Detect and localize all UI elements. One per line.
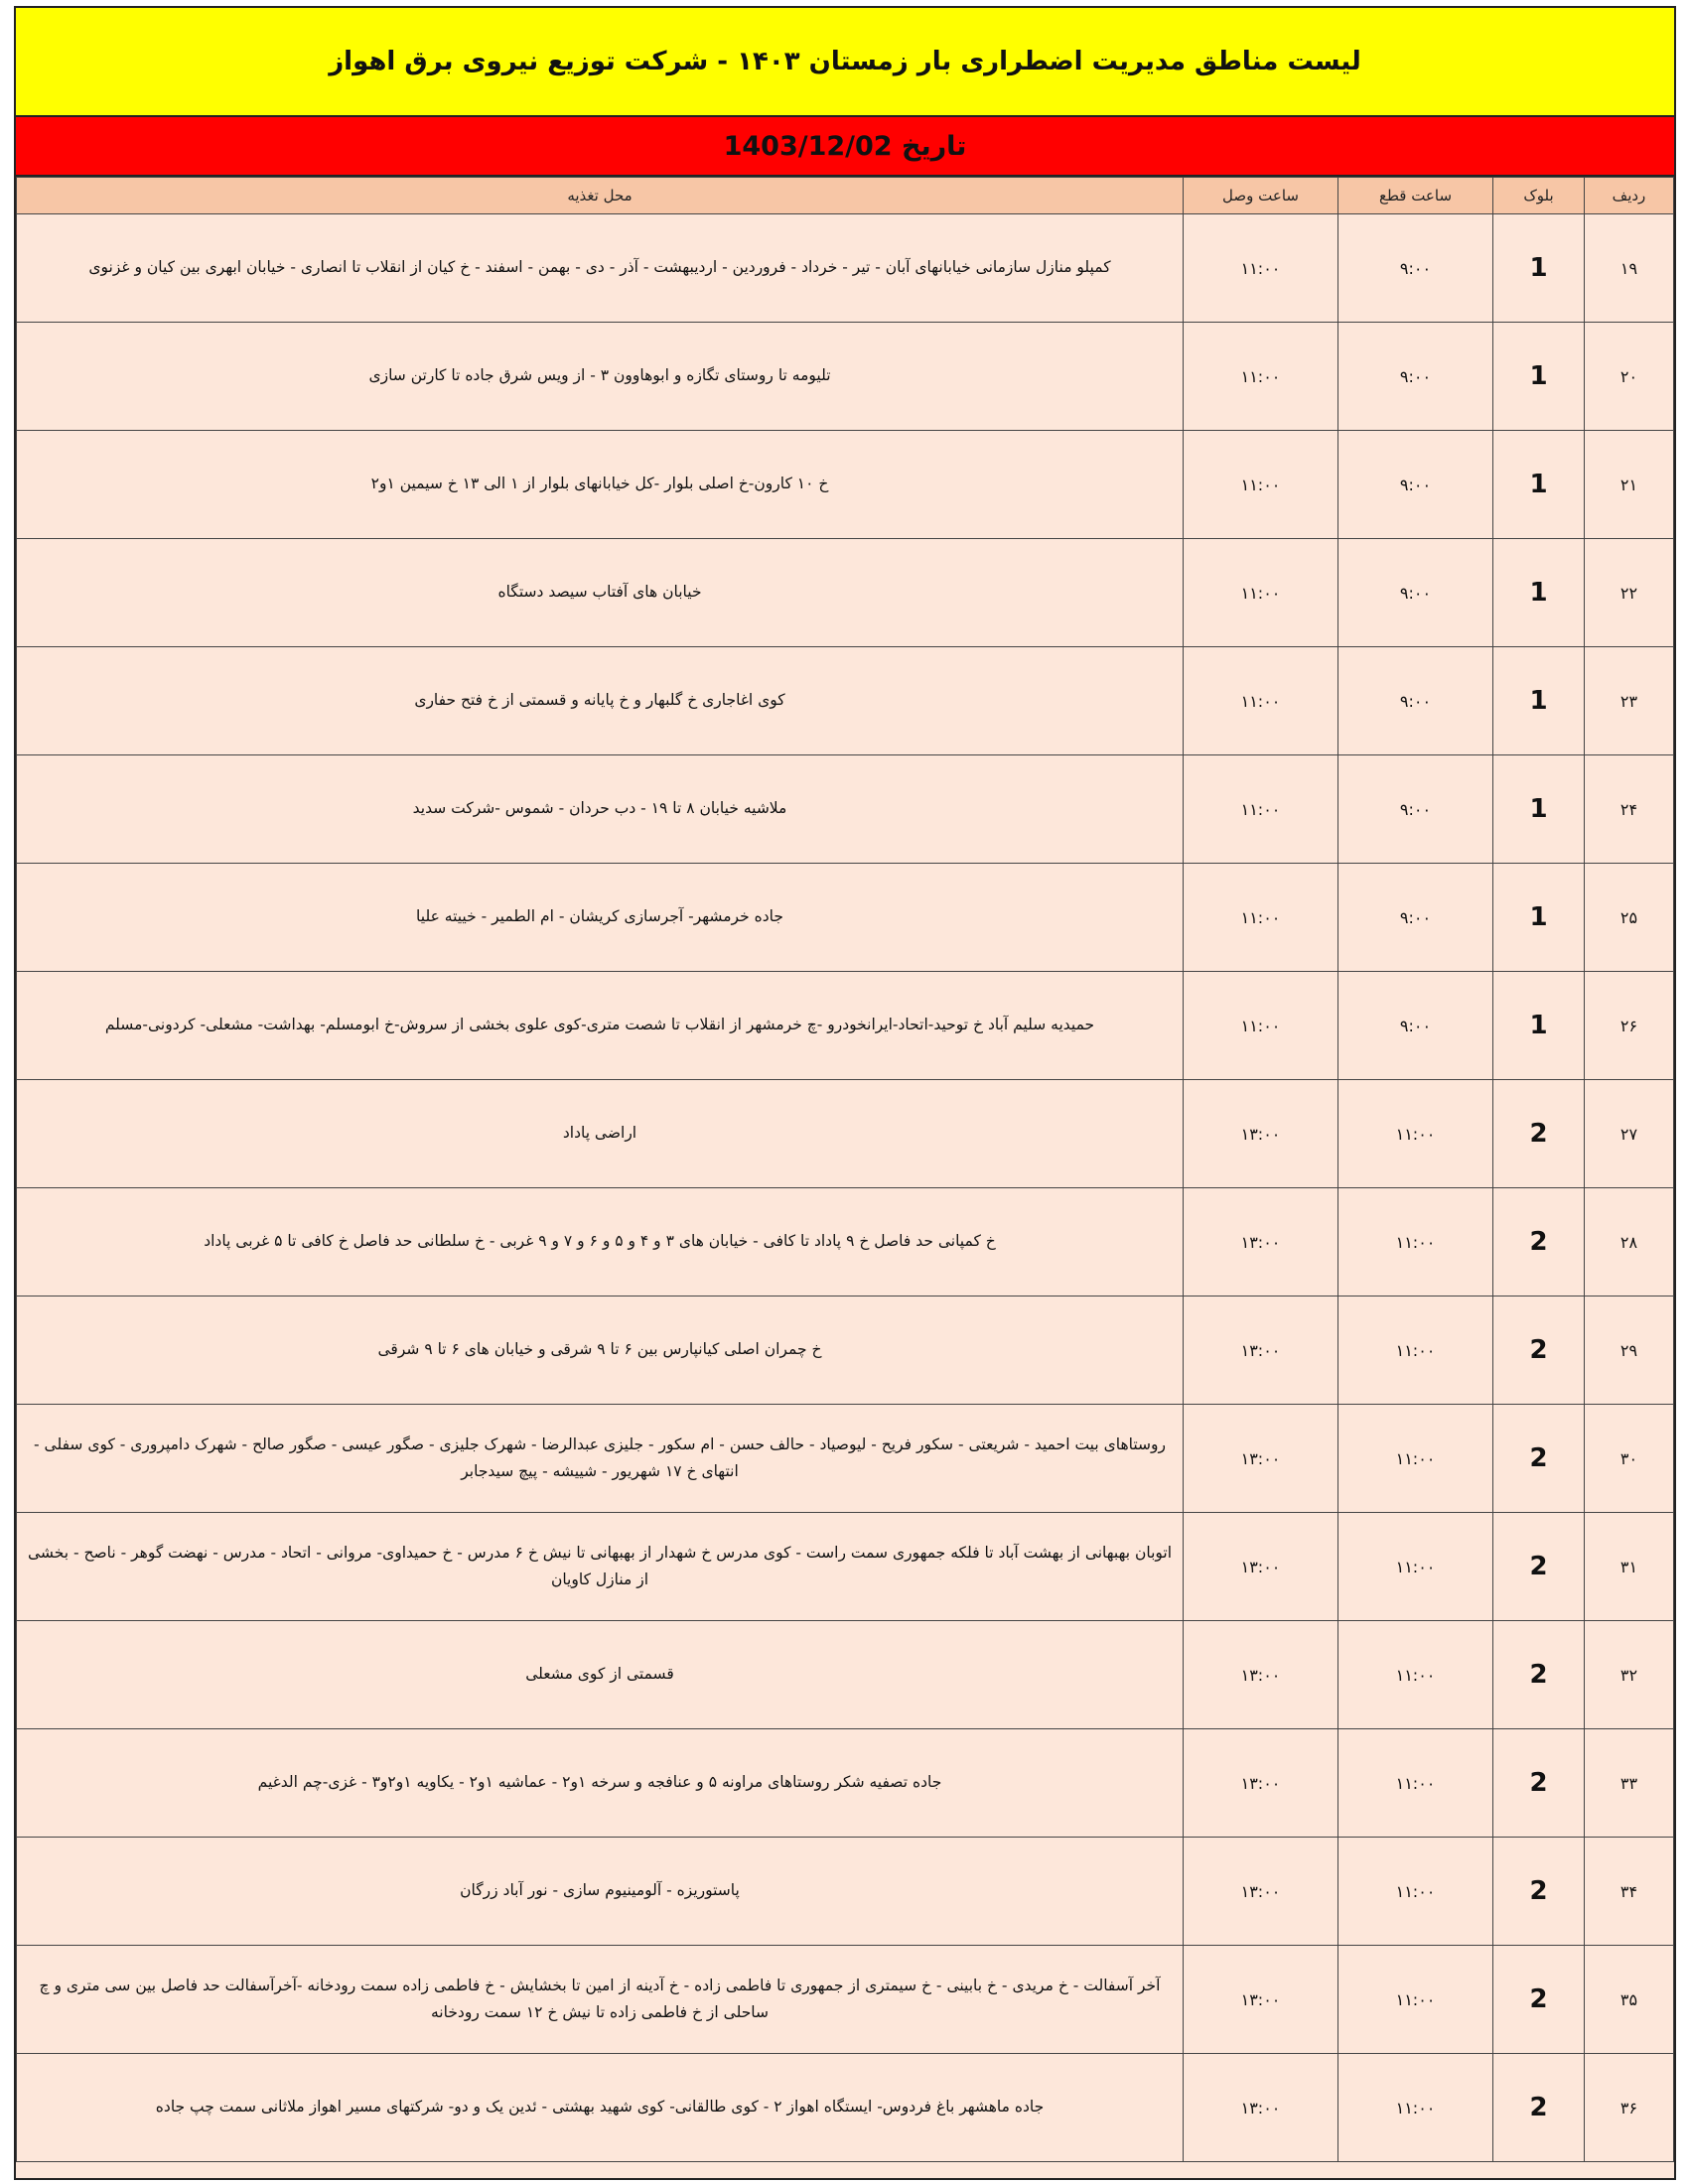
cell-block: 1 (1493, 972, 1585, 1080)
cell-connect-time: ۱۳:۰۰ (1184, 1621, 1338, 1729)
cell-cut-time: ۹:۰۰ (1338, 323, 1493, 431)
cell-radif: ۲۱ (1585, 431, 1674, 539)
cell-block: 2 (1493, 1838, 1585, 1946)
cell-location: خ ۱۰ کارون-خ اصلی بلوار -کل خیابانهای بلوار از ۱ الی ۱۳ خ سیمین ۱و۲ (17, 431, 1184, 539)
table-row (17, 972, 1674, 1080)
sheet-title: لیست مناطق مدیریت اضطراری بار زمستان ۱۴۰۳ - شرکت توزیع نیروی برق اهواز (16, 8, 1674, 117)
col-header-radif: ردیف (1585, 178, 1674, 214)
cell-cut-time: ۱۱:۰۰ (1338, 1513, 1493, 1621)
table-header-row (17, 178, 1674, 214)
table-row (17, 539, 1674, 647)
cell-block: 2 (1493, 2054, 1585, 2162)
cell-block: 2 (1493, 1729, 1585, 1838)
sheet-date: تاریخ 1403/12/02 (16, 117, 1674, 177)
cell-connect-time: ۱۳:۰۰ (1184, 1946, 1338, 2054)
cell-cut-time: ۹:۰۰ (1338, 539, 1493, 647)
cell-block: 1 (1493, 214, 1585, 323)
cell-block: 2 (1493, 1946, 1585, 2054)
cell-location: اتوبان بهبهانی از بهشت آباد تا فلکه جمهوری سمت راست - کوی مدرس خ شهدار از بهبهانی تا نیش خ ۶ مدرس - خ حمیداوی- مروانی - اتحاد - مدرس - نهضت گوهر - ناصح - بخشی از منازل کاویان (17, 1513, 1184, 1621)
cell-location: جاده خرمشهر- آجرسازی کریشان - ام الطمیر - خییته علیا (17, 864, 1184, 972)
cell-cut-time: ۹:۰۰ (1338, 864, 1493, 972)
cell-radif: ۲۶ (1585, 972, 1674, 1080)
col-header-location: محل تغذیه (17, 178, 1184, 214)
cell-block: 1 (1493, 647, 1585, 755)
cell-connect-time: ۱۱:۰۰ (1184, 647, 1338, 755)
cell-cut-time: ۱۱:۰۰ (1338, 1946, 1493, 2054)
table-row (17, 1621, 1674, 1729)
col-header-block: بلوک (1493, 178, 1585, 214)
cell-cut-time: ۹:۰۰ (1338, 972, 1493, 1080)
cell-connect-time: ۱۳:۰۰ (1184, 1188, 1338, 1297)
cell-connect-time: ۱۳:۰۰ (1184, 1405, 1338, 1513)
cell-connect-time: ۱۳:۰۰ (1184, 1297, 1338, 1405)
cell-cut-time: ۹:۰۰ (1338, 647, 1493, 755)
table-row (17, 1297, 1674, 1405)
cell-connect-time: ۱۱:۰۰ (1184, 214, 1338, 323)
cell-block: 2 (1493, 1513, 1585, 1621)
cell-cut-time: ۱۱:۰۰ (1338, 1297, 1493, 1405)
cell-connect-time: ۱۱:۰۰ (1184, 972, 1338, 1080)
cell-block: 2 (1493, 1297, 1585, 1405)
schedule-sheet (14, 6, 1676, 2180)
table-row (17, 214, 1674, 323)
cell-location: تلیومه تا روستای تگازه و ابوهاوون ۳ - از ویس شرق جاده تا کارتن سازی (17, 323, 1184, 431)
cell-radif: ۲۳ (1585, 647, 1674, 755)
table-row (17, 1188, 1674, 1297)
cell-cut-time: ۱۱:۰۰ (1338, 1729, 1493, 1838)
cell-location: کوی اغاجاری خ گلبهار و خ پایانه و قسمتی از خ فتح حفاری (17, 647, 1184, 755)
cell-cut-time: ۹:۰۰ (1338, 755, 1493, 864)
cell-connect-time: ۱۳:۰۰ (1184, 1838, 1338, 1946)
cell-radif: ۲۹ (1585, 1297, 1674, 1405)
table-row (17, 755, 1674, 864)
cell-location: خ کمپانی حد فاصل خ ۹ پاداد تا کافی - خیابان های ۳ و ۴ و ۵ و ۶ و ۷ و ۹ غربی - خ سلطانی حد فاصل خ کافی تا ۵ غربی پاداد (17, 1188, 1184, 1297)
cell-cut-time: ۱۱:۰۰ (1338, 1621, 1493, 1729)
table-row (17, 1729, 1674, 1838)
table-row (17, 431, 1674, 539)
table-row (17, 1513, 1674, 1621)
cell-connect-time: ۱۱:۰۰ (1184, 539, 1338, 647)
cell-connect-time: ۱۳:۰۰ (1184, 1513, 1338, 1621)
cell-location: خیابان های آفتاب سیصد دستگاه (17, 539, 1184, 647)
table-row (17, 1405, 1674, 1513)
cell-block: 2 (1493, 1080, 1585, 1188)
cell-connect-time: ۱۳:۰۰ (1184, 1729, 1338, 1838)
cell-location: پاستوریزه - آلومینیوم سازی - نور آباد زرگان (17, 1838, 1184, 1946)
cell-cut-time: ۱۱:۰۰ (1338, 1188, 1493, 1297)
cell-connect-time: ۱۱:۰۰ (1184, 323, 1338, 431)
cell-cut-time: ۹:۰۰ (1338, 214, 1493, 323)
cell-radif: ۳۰ (1585, 1405, 1674, 1513)
cell-radif: ۲۵ (1585, 864, 1674, 972)
cell-radif: ۳۶ (1585, 2054, 1674, 2162)
cell-radif: ۳۵ (1585, 1946, 1674, 2054)
cell-location: روستاهای بیت احمید - شریعتی - سکور فریح - لیوصیاد - حالف حسن - ام سکور - جلیزی عبدالرضا - شهرک جلیزی - صگور عیسی - صگور صالح - شهرک دامپروری - کوی سفلی - انتهای خ ۱۷ شهریور - شییشه - پیچ سیدجابر (17, 1405, 1184, 1513)
table-row (17, 1838, 1674, 1946)
cell-location: کمپلو منازل سازمانی خیابانهای آبان - تیر - خرداد - فروردین - اردیبهشت - آذر - دی - بهمن - اسفند - خ کیان از انقلاب تا انصاری - خیابان ابهری بین کیان و غزنوی (17, 214, 1184, 323)
cell-cut-time: ۱۱:۰۰ (1338, 1405, 1493, 1513)
cell-block: 2 (1493, 1621, 1585, 1729)
cell-radif: ۳۴ (1585, 1838, 1674, 1946)
cell-cut-time: ۱۱:۰۰ (1338, 2054, 1493, 2162)
cell-connect-time: ۱۱:۰۰ (1184, 755, 1338, 864)
cell-block: 2 (1493, 1405, 1585, 1513)
cell-location: قسمتی از کوی مشعلی (17, 1621, 1184, 1729)
cell-cut-time: ۱۱:۰۰ (1338, 1080, 1493, 1188)
cell-location: ملاشیه خیابان ۸ تا ۱۹ - دب حردان - شموس -شرکت سدید (17, 755, 1184, 864)
cell-location: حمیدیه سلیم آباد خ توحید-اتحاد-ایرانخودرو -چ خرمشهر از انقلاب تا شصت متری-کوی علوی بخشی از سروش-خ ابومسلم- بهداشت- مشعلی- کردونی-مسلم (17, 972, 1184, 1080)
cell-location: جاده ماهشهر باغ فردوس- ایستگاه اهواز ۲ - کوی طالقانی- کوی شهید بهشتی - ئدین یک و دو- شرکتهای مسیر اهواز ملاثانی سمت چپ جاده (17, 2054, 1184, 2162)
cell-location: آخر آسفالت - خ مریدی - خ بابینی - خ سیمتری از جمهوری تا فاطمی زاده - خ آدینه از امین تا بخشایش - خ فاطمی زاده سمت رودخانه -آخرآسفالت حد فاصل بین سی متری و چ ساحلی از خ فاطمی زاده تا نیش خ ۱۲ سمت رودخانه (17, 1946, 1184, 2054)
col-header-connect-time: ساعت وصل (1184, 178, 1338, 214)
cell-radif: ۳۱ (1585, 1513, 1674, 1621)
cell-block: 1 (1493, 323, 1585, 431)
cell-location: جاده تصفیه شکر روستاهای مراونه ۵ و عنافجه و سرخه ۱و۲ - عماشیه ۱و۲ - یکاویه ۱و۲و۳ - غزی-چم الدغیم (17, 1729, 1184, 1838)
cell-radif: ۲۸ (1585, 1188, 1674, 1297)
cell-block: 2 (1493, 1188, 1585, 1297)
table-row (17, 647, 1674, 755)
cell-cut-time: ۹:۰۰ (1338, 431, 1493, 539)
table-row (17, 323, 1674, 431)
cell-connect-time: ۱۳:۰۰ (1184, 1080, 1338, 1188)
cell-radif: ۱۹ (1585, 214, 1674, 323)
cell-block: 1 (1493, 864, 1585, 972)
cell-location: خ چمران اصلی کیانپارس بین ۶ تا ۹ شرقی و خیابان های ۶ تا ۹ شرقی (17, 1297, 1184, 1405)
cell-radif: ۳۲ (1585, 1621, 1674, 1729)
cell-block: 1 (1493, 431, 1585, 539)
cell-radif: ۲۲ (1585, 539, 1674, 647)
cell-connect-time: ۱۱:۰۰ (1184, 864, 1338, 972)
table-row (17, 864, 1674, 972)
table-row (17, 1080, 1674, 1188)
cell-radif: ۲۷ (1585, 1080, 1674, 1188)
outage-table (16, 177, 1674, 2162)
cell-block: 1 (1493, 755, 1585, 864)
cell-connect-time: ۱۱:۰۰ (1184, 431, 1338, 539)
table-row (17, 1946, 1674, 2054)
cell-connect-time: ۱۳:۰۰ (1184, 2054, 1338, 2162)
cell-cut-time: ۱۱:۰۰ (1338, 1838, 1493, 1946)
col-header-cut-time: ساعت قطع (1338, 178, 1493, 214)
cell-radif: ۲۴ (1585, 755, 1674, 864)
cell-radif: ۳۳ (1585, 1729, 1674, 1838)
table-row (17, 2054, 1674, 2162)
cell-block: 1 (1493, 539, 1585, 647)
cell-location: اراضی پاداد (17, 1080, 1184, 1188)
cell-radif: ۲۰ (1585, 323, 1674, 431)
